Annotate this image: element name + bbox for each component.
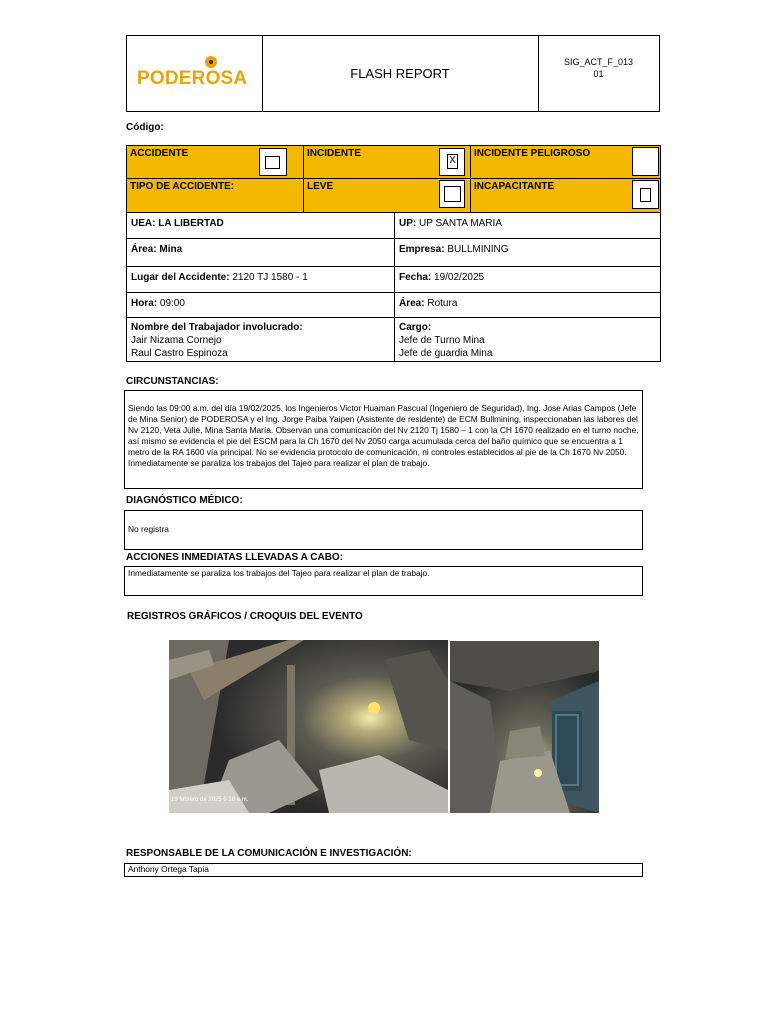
uea-field: UEA: LA LIBERTAD (131, 218, 224, 229)
responsable-title: RESPONSABLE DE LA COMUNICACIÓN E INVESTIGACIÓN: (126, 848, 412, 859)
codigo-label: Código: (126, 122, 164, 133)
incapacitante-label: INCAPACITANTE (474, 181, 555, 192)
mine-tunnel-photo-2 (450, 641, 599, 813)
diagnostico-text: No registra (124, 510, 643, 550)
acciones-title: ACCIONES INMEDIATAS LLEVADAS A CABO: (126, 552, 344, 563)
mine-tunnel-photo-1 (169, 640, 448, 813)
accidente-label: ACCIDENTE (130, 148, 189, 159)
incidente-peligroso-checkbox[interactable] (632, 147, 659, 176)
logo-mark-icon (205, 56, 217, 68)
circunstancias-title: CIRCUNSTANCIAS: (126, 376, 219, 387)
company-logo (127, 36, 263, 111)
incidente-label: INCIDENTE (307, 148, 361, 159)
empresa-field: Empresa: BULLMINING (399, 244, 509, 255)
registros-title: REGISTROS GRÁFICOS / CROQUIS DEL EVENTO (127, 611, 363, 622)
report-title: FLASH REPORT (262, 36, 539, 111)
trabajador-2: Raul Castro Espinoza (131, 348, 228, 359)
lugar-field: Lugar del Accidente: 2120 TJ 1580 - 1 (131, 272, 308, 283)
responsable-name: Anthony Ortega Tapia (124, 863, 643, 877)
area2-field: Área: Rotura (399, 298, 458, 309)
accidente-checkbox[interactable] (259, 148, 287, 176)
incidente-checkbox[interactable] (439, 148, 465, 176)
cargo-1: Jefe de Turno Mina (399, 335, 485, 346)
incident-info-table (126, 212, 661, 362)
document-code (538, 36, 659, 131)
diagnostico-title: DIAGNÓSTICO MÉDICO: (126, 495, 243, 506)
cargo-2: Jefe de guardia Mina (399, 348, 493, 359)
document-code-line2: 01 (593, 69, 604, 79)
classification-grid (126, 145, 661, 213)
hora-field: Hora: 09:00 (131, 298, 185, 309)
trabajador-field: Nombre del Trabajador involucrado: Jair Nizama Cornejo Raul Castro Espinoza (131, 322, 303, 359)
circunstancias-text: Siendo las 09:00 a.m. del día 19/02/2025, los Ingenieros Victor Huaman Pascual (Ingeniero de Seguridad), Ing. Jose Arias Campos (Jefe de Mina Senior) de PODEROSA y el Ing. Jorge Paiba Yaipen (Asistente de residente) de ECM Bullmining, inspeccionaban las labores del Nv 2120, Veta Julie, Mina Santa María. Observan una comunicación del Nv 2120 Tj 1580 – 1 con la CH 1670 realizado en el turno noche, así mismo se evidencia el pie del ESCM para la Ch 1670 del Nv 2050 carga acumulada cerca del baño químico que se encuentra a 1 metro de la RA 1600 vía principal. No se evidencia protocolo de comunicación, ni controles establecidos al pie de la Ch 1670 Nv 2050. Inmediatamente se paraliza los trabajos del Tajeo para realizar el plan de trabajo. (124, 390, 643, 489)
acciones-text: Inmediatamente se paraliza los trabajos del Tajeo para realizar el plan de trabajo. (124, 566, 643, 596)
leve-label: LEVE (307, 181, 334, 192)
incapacitante-checkbox[interactable] (632, 180, 659, 209)
photo-timestamp: 19 febrero de 2025 9:18 a.m. (171, 797, 249, 803)
tipo-accidente-label: TIPO DE ACCIDENTE: (130, 181, 235, 192)
incidente-check-mark: X (447, 154, 458, 169)
fecha-field: Fecha: 19/02/2025 (399, 272, 485, 283)
logo-text: PODEROSA (137, 68, 248, 89)
area-field: Área: Mina (131, 244, 183, 255)
incidente-peligroso-label: INCIDENTE PELIGROSO (474, 148, 591, 159)
trabajador-1: Jair Nizama Cornejo (131, 335, 222, 346)
cargo-field: Cargo: Jefe de Turno Mina Jefe de guardia Mina (399, 322, 493, 359)
up-field: UP: UP SANTA MARIA (399, 218, 502, 229)
leve-checkbox[interactable] (439, 180, 465, 208)
event-photo-1 (169, 640, 448, 813)
document-code-line1: SIG_ACT_F_013 (563, 57, 634, 67)
event-photo-2 (450, 641, 599, 813)
report-header (126, 35, 660, 112)
